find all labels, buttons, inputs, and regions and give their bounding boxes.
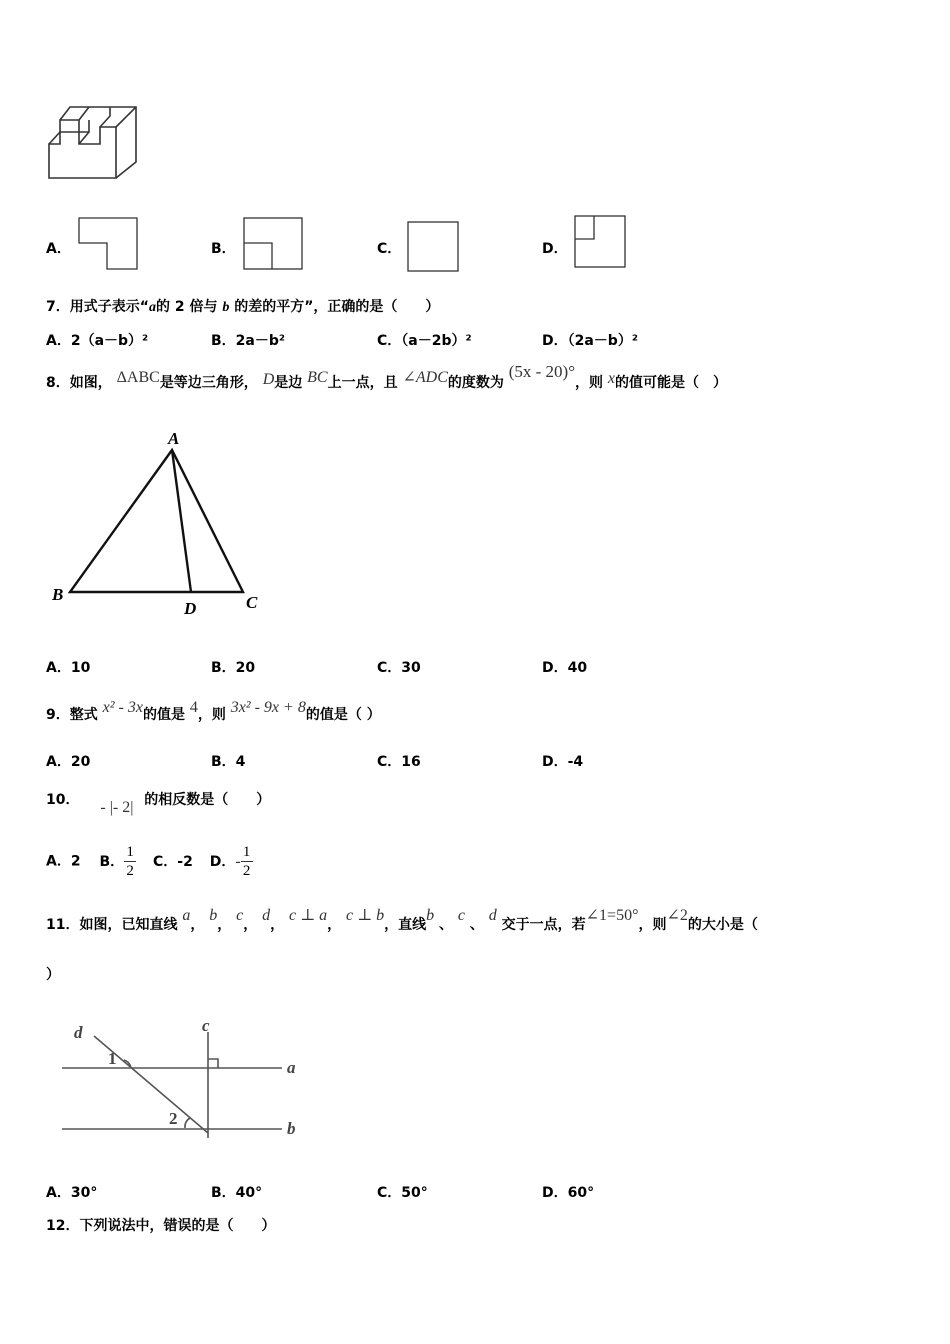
q12-stem: 12．下列说法中，错误的是（ ） <box>46 1218 276 1234</box>
q9-option-b[interactable]: B．4 <box>211 754 246 770</box>
q10-option-c[interactable]: C．-2 <box>153 853 193 870</box>
label-line-b: b <box>287 1119 296 1138</box>
q7-option-d[interactable]: D．（2a－b）² <box>542 333 638 349</box>
q8-option-b[interactable]: B．20 <box>211 660 256 676</box>
q11-stem: 11．如图，已知直线 a， b， c， d， c ⊥ a， c ⊥ b，直线b 、 c 、 d 交于一点，若∠1=50°，则∠2的大小是（ <box>46 907 758 933</box>
q11-option-c[interactable]: C．50° <box>377 1185 428 1201</box>
label-a: A <box>168 429 180 448</box>
q7-option-c[interactable]: C．（a－2b）² <box>377 333 472 349</box>
q8-option-a[interactable]: A．10 <box>46 660 91 676</box>
solid-figure <box>46 104 142 184</box>
q9-option-d[interactable]: D．-4 <box>542 754 584 770</box>
triangle-figure <box>46 424 276 624</box>
q6-option-a[interactable]: A． <box>46 241 71 257</box>
q8-option-d[interactable]: D．40 <box>542 660 588 676</box>
q7-stem: 7．用式子表示“a的 2 倍与 b 的差的平方”，正确的是（ ） <box>46 299 440 315</box>
shape-a-icon <box>78 217 140 271</box>
q9-option-a[interactable]: A．20 <box>46 754 91 770</box>
label-angle-2: 2 <box>169 1109 178 1128</box>
q11-stem-end: ） <box>46 967 60 983</box>
parallel-lines-figure <box>56 1016 312 1146</box>
q10-option-b[interactable]: B． $\frac{1}{2}$ <box>99 854 136 870</box>
q8-option-c[interactable]: C．30 <box>377 660 421 676</box>
label-d: D <box>184 599 197 618</box>
q11-option-d[interactable]: D．60° <box>542 1185 595 1201</box>
q8-stem: 8．如图， ΔABC是等边三角形， D是边 BC上一点，且 ∠ADC的度数为 (5x - 20)°，则 x的值可能是（ ） <box>46 362 728 391</box>
q9-option-c[interactable]: C．16 <box>377 754 421 770</box>
q10-option-d[interactable]: D．- $\frac{1}{2}$ <box>210 854 253 870</box>
q9-stem: 9．整式 x² - 3x的值是 4，则 3x² - 9x + 8的值是（ ） <box>46 699 381 723</box>
q11-option-a[interactable]: A．30° <box>46 1185 98 1201</box>
label-angle-1: 1 <box>108 1049 117 1068</box>
q11-option-b[interactable]: B．40° <box>211 1185 263 1201</box>
label-c: C <box>246 593 258 612</box>
label-line-a: a <box>287 1058 296 1077</box>
q10-option-a[interactable]: A．2 <box>46 853 81 870</box>
label-line-c: c <box>202 1016 210 1035</box>
q6-option-d[interactable]: D． <box>542 241 568 257</box>
label-line-d: d <box>74 1023 83 1042</box>
q6-option-c[interactable]: C． <box>377 241 402 257</box>
q7-option-a[interactable]: A．2（a－b）² <box>46 333 149 349</box>
label-b: B <box>52 585 64 604</box>
q6-option-b[interactable]: B． <box>211 241 236 257</box>
q10-options <box>46 844 253 879</box>
shape-b-icon <box>243 217 305 271</box>
q10-stem: 10． - |- 2| 的相反数是（ ） <box>46 792 271 816</box>
q10-fraction-d: $\frac{1}{2}$ <box>241 844 253 879</box>
shape-c-icon <box>407 221 461 273</box>
shape-d-icon <box>574 215 628 270</box>
q7-option-b[interactable]: B．2a－b² <box>211 333 286 349</box>
q10-fraction-b: $\frac{1}{2}$ <box>124 844 136 879</box>
